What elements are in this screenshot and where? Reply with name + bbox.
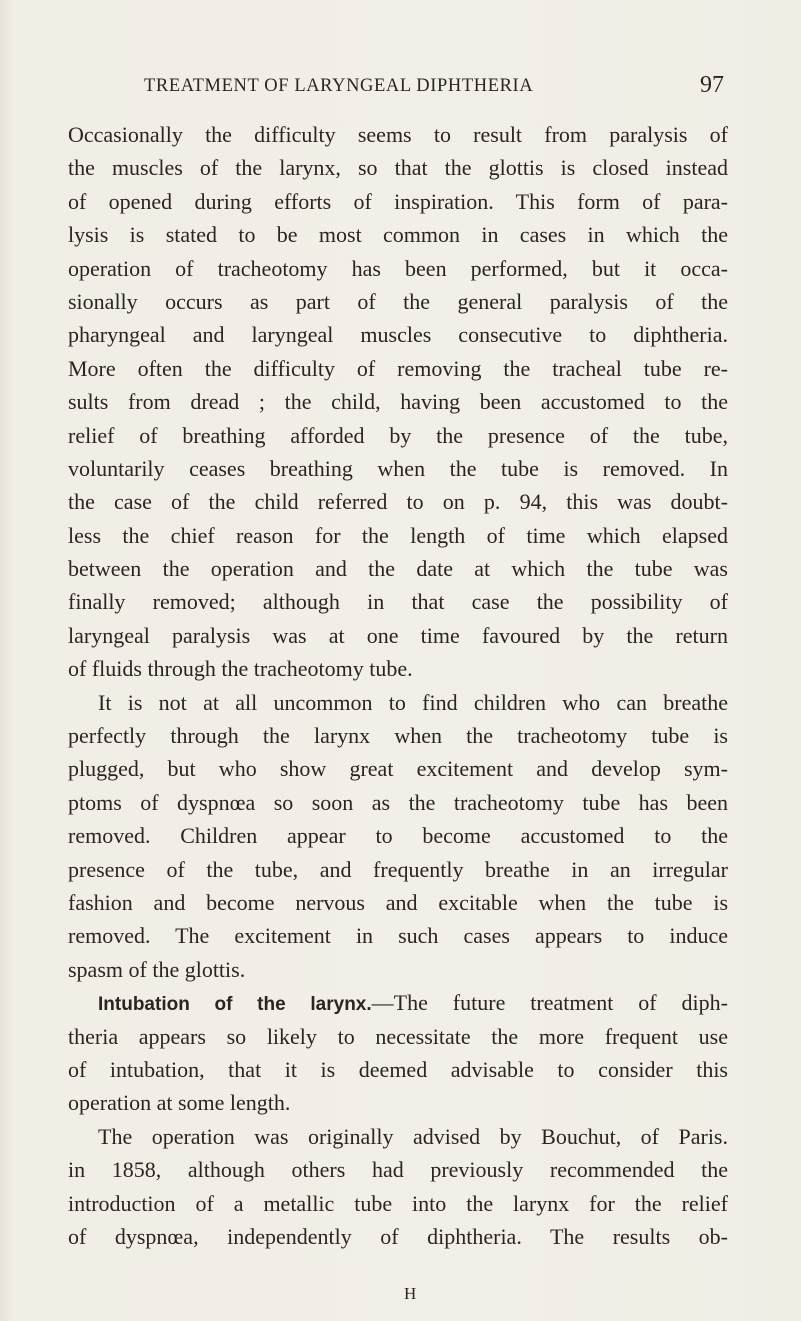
text-line: of dyspnœa, independently of diphtheria. The results ob- [68, 1223, 728, 1249]
text-line: plugged, but who show great excitement and develop sym- [68, 756, 728, 782]
text-line: less the chief reason for the length of time which elapsed [68, 522, 728, 548]
section-heading: Intubation of the larynx. [98, 994, 372, 1016]
text-line: of fluids through the tracheotomy tube. [68, 656, 413, 682]
text-line: the case of the child referred to on p. 94, this was doubt- [68, 489, 728, 515]
text-line: perfectly through the larynx when the tracheotomy tube is [68, 723, 728, 749]
text-line: The operation was originally advised by Bouchut, of Paris. [98, 1123, 728, 1149]
text-line: relief of breathing afforded by the presence of the tube, [68, 422, 728, 448]
text-line: of intubation, that it is deemed advisable to consider this [68, 1056, 728, 1082]
text-line: theria appears so likely to necessitate the more frequent use [68, 1023, 728, 1049]
text-line: laryngeal paralysis was at one time favoured by the return [68, 622, 728, 648]
text-line: lysis is stated to be most common in cases in which the [68, 222, 728, 248]
running-head [68, 72, 728, 106]
signature-mark: H [404, 1284, 417, 1303]
text-line: ptoms of dyspnœa so soon as the tracheotomy tube has been [68, 789, 728, 815]
text-line: spasm of the glottis. [68, 956, 246, 982]
text-line: introduction of a metallic tube into the larynx for the relief [68, 1190, 728, 1216]
text-line: sionally occurs as part of the general paralysis of the [68, 288, 728, 314]
running-title: TREATMENT OF LARYNGEAL DIPHTHERIA [144, 76, 534, 96]
text-line: operation of tracheotomy has been performed, but it occa- [68, 255, 728, 281]
text-line: of opened during efforts of inspiration. This form of para- [68, 188, 728, 214]
text-line: removed. Children appear to become accustomed to the [68, 823, 728, 849]
text-line: operation at some length. [68, 1090, 291, 1116]
text-line: the muscles of the larynx, so that the glottis is closed instead [68, 155, 728, 181]
text-line: sults from dread ; the child, having been accustomed to the [68, 389, 728, 415]
text-line: removed. The excitement in such cases appears to induce [68, 923, 728, 949]
page-number: 97 [700, 72, 724, 98]
text-line: It is not at all uncommon to find children who can breathe [98, 689, 728, 715]
text-line: presence of the tube, and frequently breathe in an irregular [68, 856, 728, 882]
text-line: Occasionally the difficulty seems to result from paralysis of [68, 122, 728, 147]
text-line-rest: —The future treatment of diph- [371, 990, 728, 1016]
body-text [68, 118, 728, 1253]
text-line: finally removed; although in that case the possibility of [68, 589, 728, 615]
text-line: fashion and become nervous and excitable when the tube is [68, 889, 728, 915]
text-line [68, 986, 728, 1019]
text-line: voluntarily ceases breathing when the tube is removed. In [68, 455, 728, 481]
text-line: pharyngeal and laryngeal muscles consecutive to diphtheria. [68, 322, 728, 348]
text-line: More often the difficulty of removing the tracheal tube re- [68, 355, 728, 381]
text-line: in 1858, although others had previously recommended the [68, 1157, 728, 1183]
text-line: between the operation and the date at which the tube was [68, 556, 728, 582]
